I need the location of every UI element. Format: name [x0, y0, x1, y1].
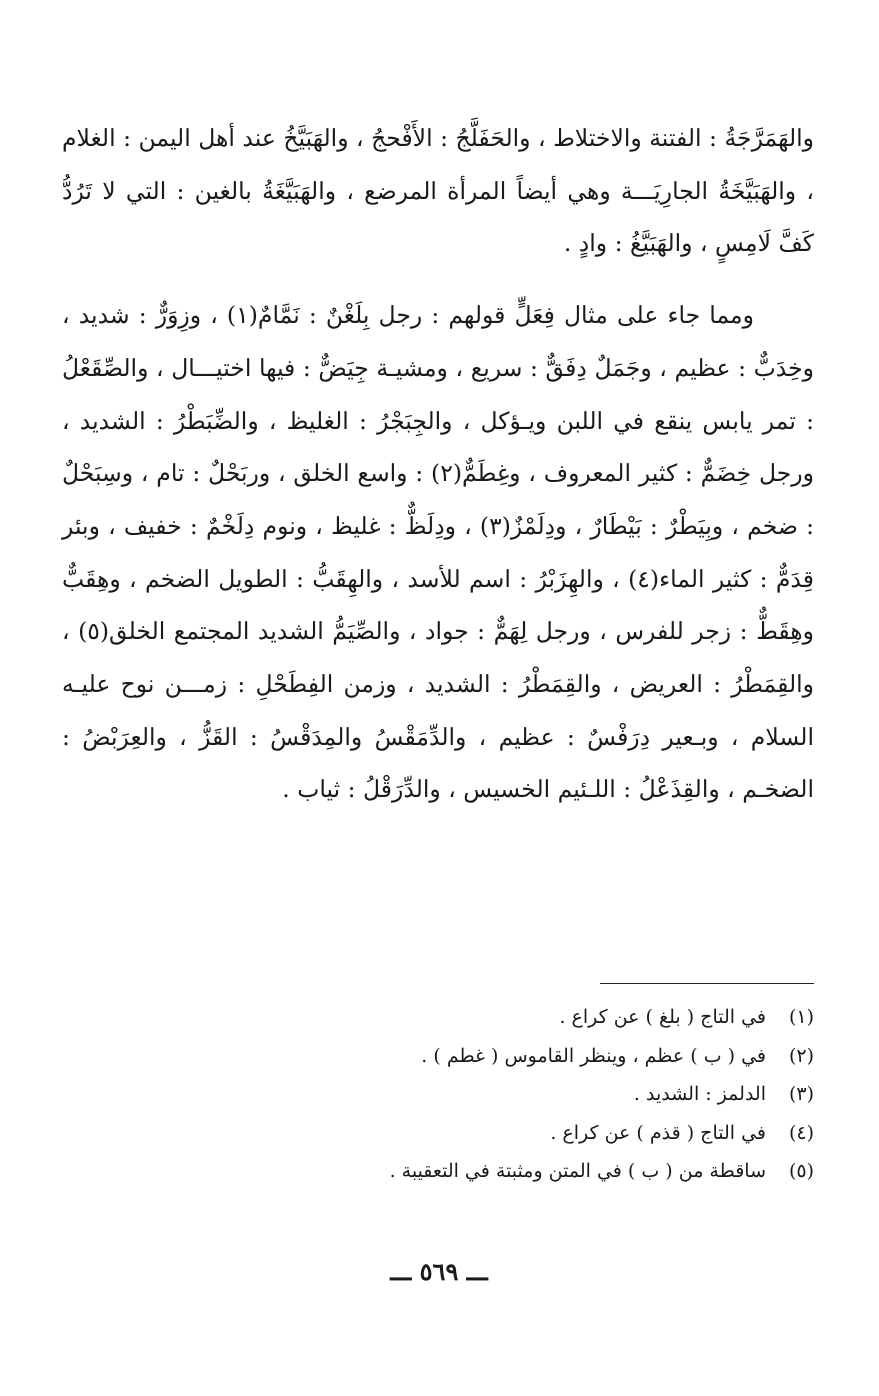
- footnote-number: (١): [788, 1006, 814, 1028]
- footnote-5: [380, 1152, 814, 1191]
- footnote-text: في التاج ( قذم ) عن كراع .: [550, 1121, 766, 1144]
- footnote-number: (٣): [788, 1083, 814, 1105]
- paragraph-2: ومما جاء على مثال فِعَلٍّ قولهم : رجل بِلَغْنٌ : نَمَّامٌ(١) ، وزِوَرٌّ : شديد ، وخِدَبٌّ : عظيم ، وجَمَلٌ دِفَقٌّ : سريع ، ومشيـة جِيَضٌّ : فيها اختيـــال ، والصِّقَعْلُ : تمر يابس ينقع في اللبن ويـؤكل ، والجِبَجْرُ : الغليظ ، والضِّبَطْرُ : الشديد ، ورجل خِضَمٌّ : كثير المعروف ، وغِطَمٌّ(٢) : واسع الخلق ، وربَحْلٌ : تام ، وسِبَحْلٌ : ضخم ، وبِيَطْرٌ : بَيْطَارٌ ، ودِلَمْزٌ(٣) ، ودِلَظٌّ : غليظ ، ونوم دِلَخْمٌ : خفيف ، وبئر قِدَمٌّ : كثير الماء(٤) ، والهِزَبْرُ : اسم للأسد ، والهِقَبُّ : الطويل الضخم ، وهِقَبٌّ وهِقَطٌّ : زجر للفرس ، ورجل لِهَمٌّ : جواد ، والصِّيَمُّ الشديد المجتمع الخلق(٥) ، والقِمَطْرُ : العريض ، والقِمَطْرُ : الشديد ، وزمن الفِطَحْلِ : زمـــن نوح عليـه السلام ، وبـعير دِرَفْسٌ : عظيم ، والدِّمَقْسُ والمِدَقْسُ : القَزُّ ، والعِرَبْضُ : الضخـم ، والقِذَعْلُ : اللـئيم الخسيس ، والدِّرَقْلُ : ثياب .: [62, 301, 814, 804]
- footnote-number: (٥): [788, 1160, 814, 1182]
- footnote-2: [380, 1037, 814, 1076]
- footnote-1: [380, 998, 814, 1037]
- footnote-text: الدلمز : الشديد .: [633, 1083, 766, 1105]
- footnote-text: في ( ب ) عظم ، وينظر القاموس ( غطم ) .: [421, 1044, 766, 1067]
- paragraph-1: والهَمَرَّجَةُ : الفتنة والاختلاط ، والحَفَلَّجُ : الأَفْحجُ ، والهَبَيَّخُ عند أهل اليمن : الغلام ، والهَبَيَّخَةُ الجارِيَـــة وهي أيضاً المرأة المرضع ، والهَبَيَّغَةُ بالغين : التي لا تَرُدُّ كَفَّ لَامِسٍ ، والهَبَيَّغُ : وادٍ .: [62, 124, 814, 258]
- footnotes: [380, 998, 814, 1191]
- footnote-separator: [600, 983, 814, 984]
- footnote-3: [380, 1075, 814, 1114]
- footnote-number: (٢): [788, 1044, 814, 1067]
- main-text: [62, 112, 814, 816]
- footnote-text: في التاج ( بلغ ) عن كراع .: [559, 1006, 766, 1028]
- page-number: ـــ ٥٦٩ ـــ: [390, 1257, 488, 1286]
- footnote-text: ساقطة من ( ب ) في المتن ومثبتة في التعقيبة .: [389, 1160, 766, 1182]
- footnote-number: (٤): [788, 1121, 814, 1144]
- footnote-4: [380, 1114, 814, 1153]
